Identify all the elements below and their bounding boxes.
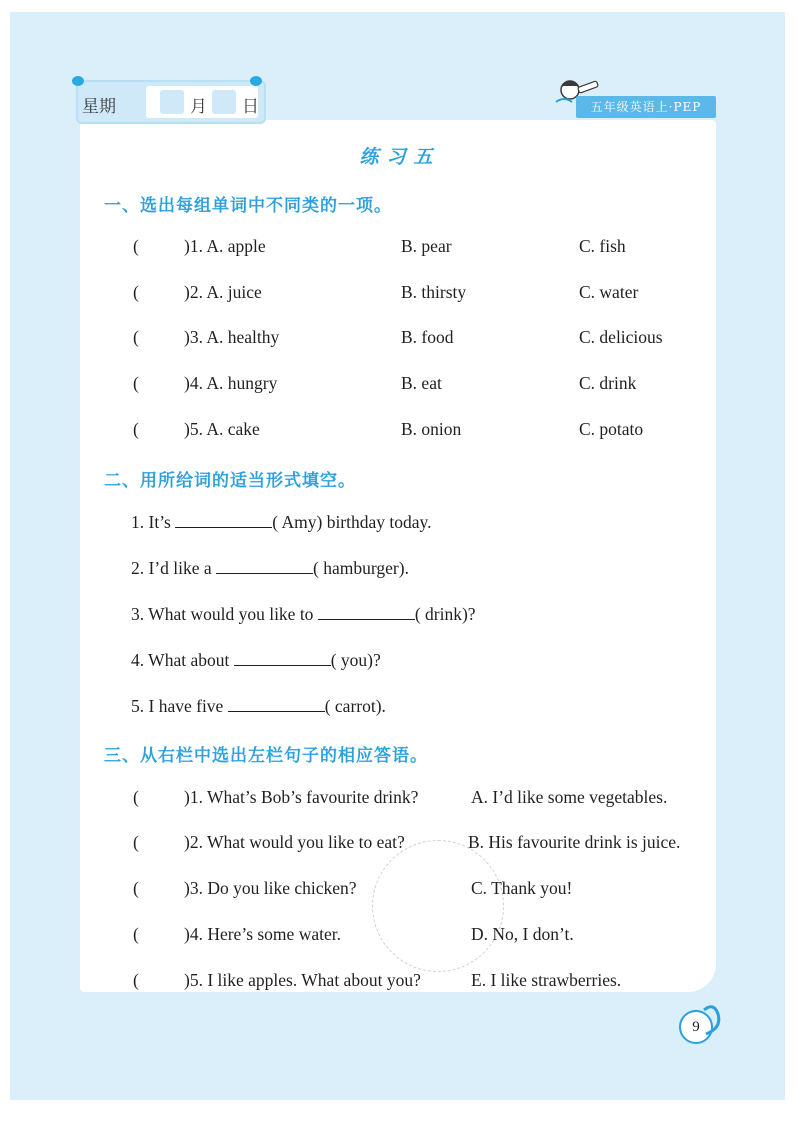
s2-prompt: 3. What would you like to	[131, 604, 314, 624]
s2-row-1	[131, 511, 432, 533]
s1-option-a: )4. A. hungry	[184, 373, 278, 393]
answer-paren-open[interactable]: (	[133, 282, 139, 302]
pin-icon	[72, 76, 84, 86]
page-title: 练习五	[359, 146, 441, 168]
s3-answer: E. I like strawberries.	[471, 970, 622, 990]
wave-icon	[700, 1000, 726, 1040]
s3-answer: C. Thank you!	[471, 878, 573, 898]
answer-paren-open[interactable]: (	[133, 327, 139, 347]
s1-option-a: )5. A. cake	[184, 419, 260, 439]
section2-heading: 二、用所给词的适当形式填空。	[104, 471, 356, 491]
answer-paren-open[interactable]: (	[133, 236, 139, 256]
s2-hint: ( you)?	[330, 650, 381, 670]
date-week-label: 星期	[82, 97, 116, 117]
s2-prompt: 2. I’d like a	[131, 558, 212, 578]
date-month-label: 月	[190, 97, 207, 117]
page-number: 9	[679, 1010, 713, 1044]
s1-option-b: B. food	[401, 327, 454, 347]
s2-hint: ( hamburger).	[313, 558, 409, 578]
answer-paren-open[interactable]: (	[133, 924, 139, 944]
section3-heading: 三、从右栏中选出左栏句子的相应答语。	[104, 746, 428, 766]
s1-option-a: )3. A. healthy	[184, 327, 280, 347]
s1-option-b: B. pear	[401, 236, 452, 256]
s3-answer: D. No, I don’t.	[471, 924, 574, 944]
fill-blank[interactable]	[234, 649, 331, 666]
s1-option-a: )1. A. apple	[184, 236, 266, 256]
s2-row-4	[131, 649, 381, 671]
s3-answer: B. His favourite drink is juice.	[468, 832, 681, 852]
s3-answer: A. I’d like some vegetables.	[471, 787, 668, 807]
answer-paren-open[interactable]: (	[133, 878, 139, 898]
s1-option-c: C. potato	[579, 419, 644, 439]
week-input-box[interactable]	[121, 90, 145, 114]
s1-option-c: C. water	[579, 282, 639, 302]
s3-question: )4. Here’s some water.	[184, 924, 341, 944]
s1-option-c: C. drink	[579, 373, 637, 393]
watermark-stamp	[372, 840, 504, 972]
s2-row-2	[131, 557, 409, 579]
day-input-box[interactable]	[212, 90, 236, 114]
answer-paren-open[interactable]: (	[133, 787, 139, 807]
fill-blank[interactable]	[175, 511, 272, 528]
month-input-box[interactable]	[160, 90, 184, 114]
s1-option-a: )2. A. juice	[184, 282, 262, 302]
fill-blank[interactable]	[216, 557, 313, 574]
s2-prompt: 4. What about	[131, 650, 230, 670]
date-day-label: 日	[242, 97, 259, 117]
answer-paren-open[interactable]: (	[133, 373, 139, 393]
s1-option-c: C. delicious	[579, 327, 663, 347]
s3-question: )1. What’s Bob’s favourite drink?	[184, 787, 419, 807]
s1-option-b: B. onion	[401, 419, 462, 439]
s1-option-b: B. eat	[401, 373, 442, 393]
fill-blank[interactable]	[318, 603, 415, 620]
s3-question: )5. I like apples. What about you?	[184, 970, 421, 990]
s2-prompt: 1. It’s	[131, 512, 171, 532]
s2-hint: ( carrot).	[324, 696, 386, 716]
s2-row-5	[131, 695, 386, 717]
s3-question: )2. What would you like to eat?	[184, 832, 405, 852]
s2-prompt: 5. I have five	[131, 696, 224, 716]
answer-paren-open[interactable]: (	[133, 970, 139, 990]
fill-blank[interactable]	[228, 695, 325, 712]
s1-option-c: C. fish	[579, 236, 626, 256]
answer-paren-open[interactable]: (	[133, 419, 139, 439]
section1-heading: 一、选出每组单词中不同类的一项。	[104, 196, 392, 216]
s3-question: )3. Do you like chicken?	[184, 878, 357, 898]
s2-hint: ( drink)?	[414, 604, 476, 624]
answer-paren-open[interactable]: (	[133, 832, 139, 852]
s2-row-3	[131, 603, 476, 625]
s2-hint: ( Amy) birthday today.	[272, 512, 432, 532]
grade-badge: 五年级英语上·PEP	[576, 96, 716, 118]
pin-icon	[250, 76, 262, 86]
s1-option-b: B. thirsty	[401, 282, 467, 302]
